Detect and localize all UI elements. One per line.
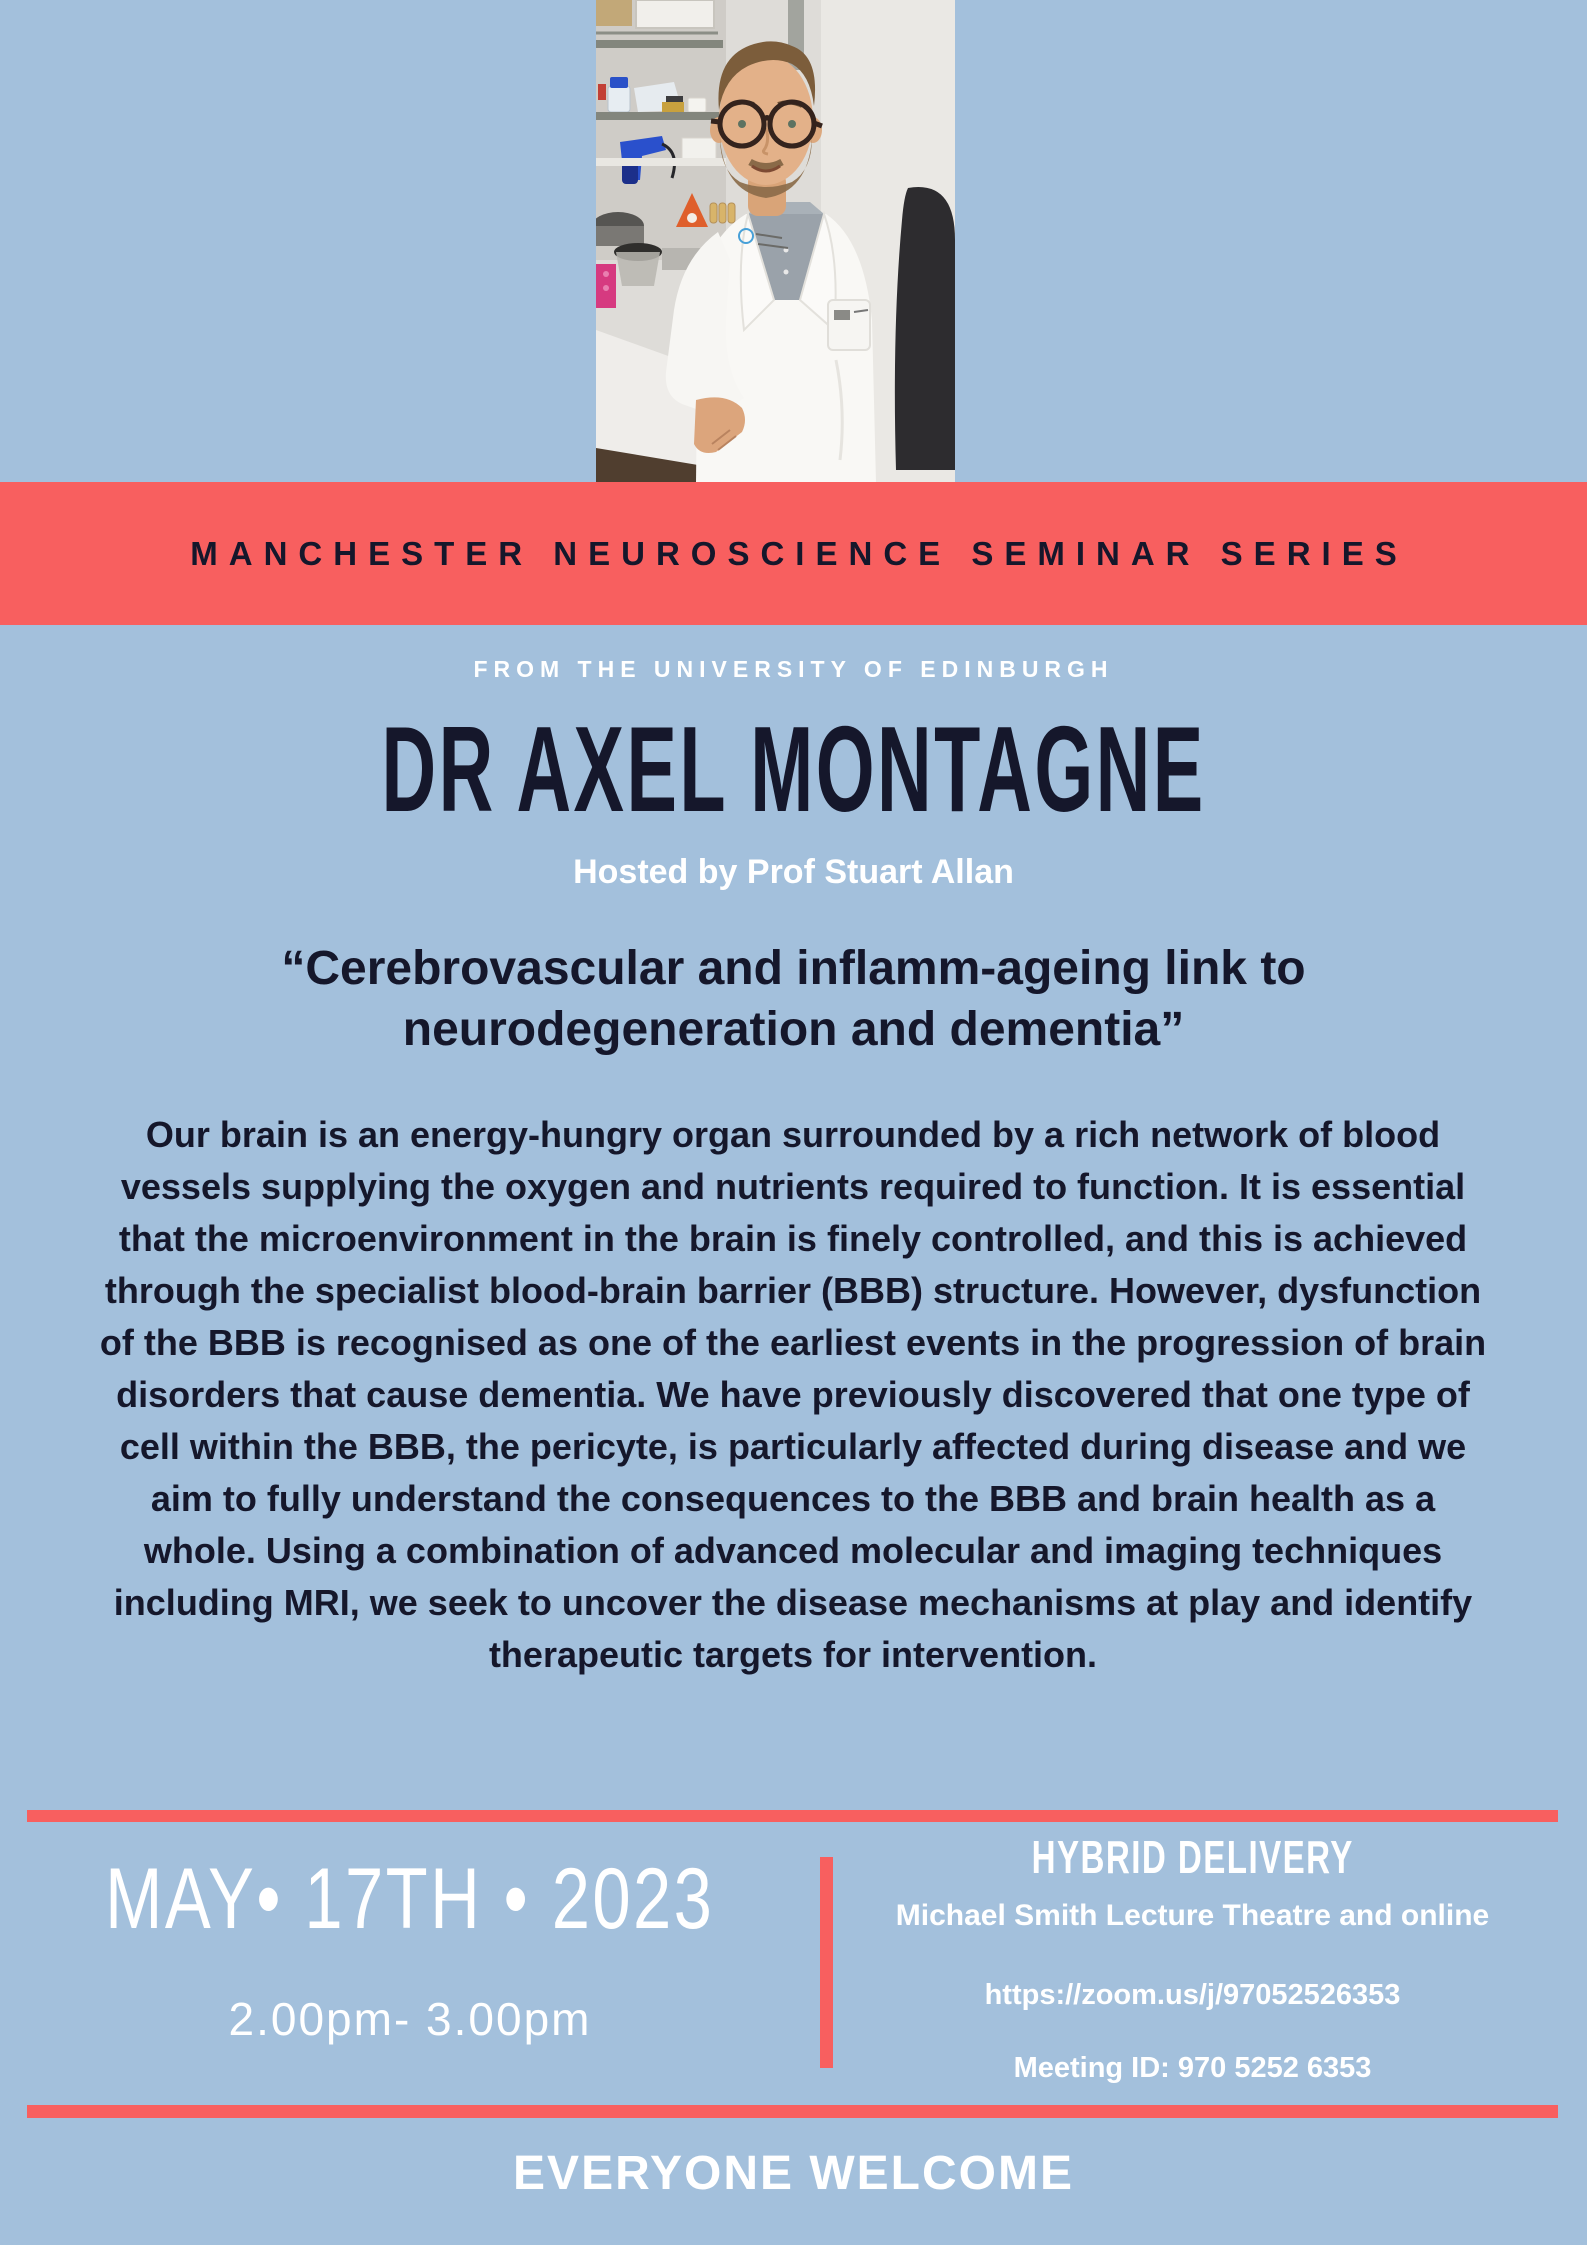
speaker-name-text: DR AXEL MONTAGNE — [381, 701, 1206, 837]
divider-top — [27, 1810, 1558, 1822]
speaker-photo-illustration — [596, 0, 955, 483]
venue-line: Michael Smith Lecture Theatre and online — [895, 1899, 1490, 1932]
speaker-name — [0, 701, 1587, 837]
delivery-heading — [827, 1830, 1558, 1884]
speaker-photo — [596, 0, 955, 483]
series-banner — [0, 482, 1587, 625]
talk-abstract: Our brain is an energy-hungry organ surrounded by a rich network of blood vessels supplying the oxygen and nutrients required to function. It is essential that the microenvironment in the brain is finely controlled, and this is achieved through the specialist blood-brain barrier (BBB) structure. However, dysfunction of the BBB is recognised as one of the earliest events in the progression of brain disorders that cause dementia. We have previously discovered that one type of cell within the BBB, the pericyte, is particularly affected during disease and we aim to fully understand the consequences to the BBB and brain health as a whole. Using a combination of advanced molecular and imaging techniques including MRI, we seek to uncover the disease mechanisms at play and identify therapeutic targets for intervention. — [99, 1114, 1487, 1675]
event-time: 2.00pm- 3.00pm — [228, 1993, 592, 2045]
office-chair — [895, 187, 955, 470]
event-date-text: MAY• 17TH • 2023 — [105, 1851, 715, 1947]
delivery-heading-text: HYBRID DELIVERY — [1031, 1831, 1354, 1883]
talk-title-line1: “Cerebrovascular and inflamm-ageing link to — [281, 942, 1306, 995]
talk-title-line2: neurodegeneration and dementia” — [402, 1003, 1185, 1056]
talk-title — [0, 938, 1587, 1060]
divider-vertical — [820, 1857, 833, 2068]
divider-bottom — [27, 2105, 1558, 2118]
meeting-id: Meeting ID: 970 5252 6353 — [1013, 2052, 1372, 2084]
event-date — [27, 1852, 793, 1947]
series-title: MANCHESTER NEUROSCIENCE SEMINAR SERIES — [190, 534, 1408, 572]
host-line: Hosted by Prof Stuart Allan — [573, 853, 1014, 891]
zoom-link[interactable]: https://zoom.us/j/97052526353 — [984, 1979, 1401, 2011]
university-kicker: FROM THE UNIVERSITY OF EDINBURGH — [473, 656, 1114, 682]
footer-message: EVERYONE WELCOME — [513, 2147, 1074, 2200]
